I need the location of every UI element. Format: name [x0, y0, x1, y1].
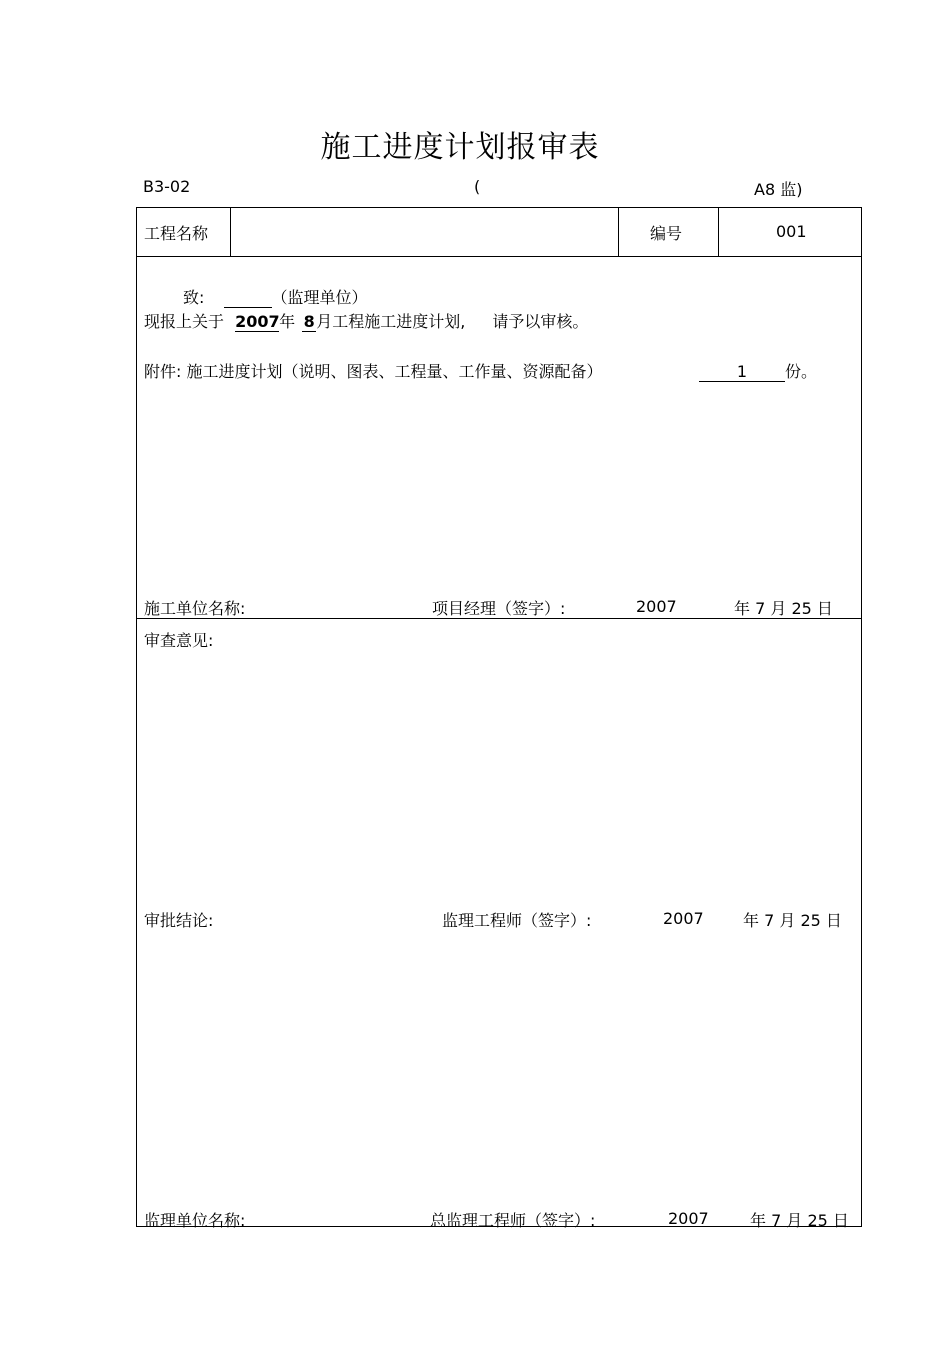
report-suffix: 月工程施工进度计划, [316, 312, 466, 331]
report-prefix: 现报上关于 [144, 312, 225, 331]
number-value: 001 [776, 222, 807, 241]
attachment-unit: 份。 [785, 362, 818, 381]
approval-conclusion-label: 审批结论: [144, 911, 214, 930]
page-title: 施工进度计划报审表 [320, 130, 600, 165]
section3-date-rest: 年 7 月 25 日 [750, 1211, 849, 1230]
to-prefix: 致: [183, 288, 205, 307]
report-line [144, 309, 588, 332]
form-code: B3-02 [143, 177, 191, 196]
row1-divider-1 [230, 207, 231, 256]
project-name-label: 工程名称 [144, 224, 209, 243]
row1-divider-2 [618, 207, 619, 256]
section1-date-rest: 年 7 月 25 日 [734, 599, 833, 618]
header-open-paren: ( [474, 177, 481, 196]
chief-engineer-sign-label: 总监理工程师（签字）: [430, 1211, 596, 1230]
project-manager-sign-label: 项目经理（签字）: [432, 599, 566, 618]
header-right-code: A8 监) [754, 180, 803, 199]
row1-bottom-border [136, 256, 862, 257]
report-year: 2007 [235, 312, 280, 331]
attachment-label: 附件: 施工进度计划（说明、图表、工程量、工作量、资源配备） [144, 362, 603, 381]
supervision-unit-label: 监理单位名称: [144, 1211, 246, 1230]
supervising-engineer-sign-label: 监理工程师（签字）: [442, 911, 592, 930]
report-year-unit: 年 [279, 312, 296, 331]
report-request: 请予以审核。 [492, 312, 589, 331]
section1-date-year: 2007 [636, 597, 677, 616]
attachment-count-line [699, 359, 817, 382]
number-label: 编号 [650, 224, 683, 243]
attachment-count: 1 [699, 362, 785, 382]
construction-unit-label: 施工单位名称: [144, 599, 246, 618]
table-top-border [136, 207, 862, 208]
row1-divider-3 [718, 207, 719, 256]
section3-date-year: 2007 [668, 1209, 709, 1228]
review-opinion-label: 审查意见: [144, 631, 214, 650]
table-left-border [136, 207, 137, 1227]
section2-date-rest: 年 7 月 25 日 [743, 911, 842, 930]
to-suffix: （监理单位） [271, 288, 368, 307]
report-month: 8 [303, 312, 315, 331]
to-line [183, 285, 368, 308]
table-right-border [861, 207, 862, 1227]
to-blank [224, 289, 272, 308]
section2-date-year: 2007 [663, 909, 704, 928]
